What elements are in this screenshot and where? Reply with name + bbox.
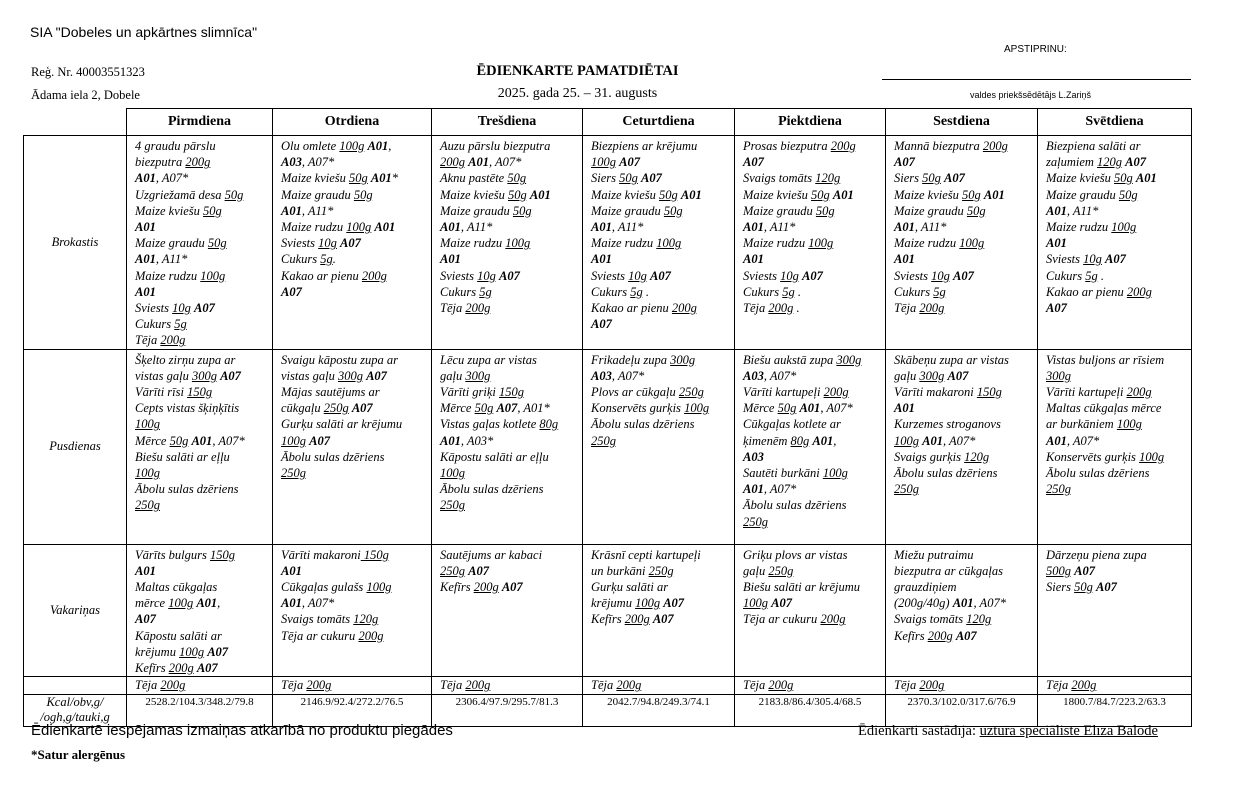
menu-line: Plovs ar cūkgaļu 250g	[591, 385, 704, 400]
day-header: Ceturtdiena	[583, 109, 735, 136]
signature-line	[882, 79, 1191, 80]
menu-line: Lēcu zupa ar vistas	[440, 352, 537, 367]
kcal-value: 2528.2/104.3/348.2/79.8	[127, 695, 273, 727]
compiled-name: uztura speciāliste Elīza Balode	[979, 723, 1158, 739]
menu-line: A01	[591, 252, 612, 267]
menu-line: Svaigs tomāts 120g	[894, 612, 992, 627]
menu-line: Kefīrs 200g A07	[135, 661, 218, 676]
menu-line: Svaigs gurķis 120g	[894, 449, 990, 464]
menu-line: Tēja 200g	[894, 678, 945, 693]
menu-line: A01, A07*	[135, 171, 189, 186]
menu-line: A07	[591, 317, 612, 332]
meal-label: Brokastis	[24, 136, 127, 350]
menu-line: Maize kviešu 50g A01	[894, 187, 1005, 202]
menu-line: Tēja 200g	[440, 301, 491, 316]
menu-line: A01, A11*	[894, 220, 947, 235]
menu-line: Maize graudu 50g	[281, 187, 373, 202]
menu-line: Vārīti rīsi 150g	[135, 385, 213, 400]
menu-line: Maize graudu 50g	[591, 203, 683, 218]
menu-cell	[127, 349, 273, 544]
menu-line: Vārīts bulgurs 150g	[135, 547, 236, 562]
meal-row-dinner	[24, 544, 1192, 677]
menu-line: mērce 100g A01,	[135, 596, 221, 611]
menu-line: A01, A03*	[440, 433, 494, 448]
menu-line: ķimenēm 80g A01,	[743, 433, 837, 448]
menu-line: Kāpostu salāti ar eļļu	[440, 449, 549, 464]
menu-cell	[273, 136, 432, 350]
menu-cell	[886, 136, 1038, 350]
menu-line: A01, A11*	[135, 252, 188, 267]
menu-line: Konservēts gurķis 100g	[591, 401, 710, 416]
menu-cell	[432, 136, 583, 350]
menu-line: Tēja 200g	[440, 678, 491, 693]
menu-line: A01, A07*	[281, 596, 335, 611]
menu-line: 250g	[591, 433, 616, 448]
menu-line: A07	[1046, 301, 1067, 316]
menu-line: A07	[135, 612, 156, 627]
menu-cell	[1038, 544, 1192, 677]
menu-line: Sviests 10g A07	[743, 268, 823, 283]
day-header: Piektdiena	[735, 109, 886, 136]
menu-line: Sviests 10g A07	[591, 268, 671, 283]
menu-line: A01	[135, 284, 156, 299]
menu-line: Maize rudzu 100g	[591, 236, 682, 251]
kcal-value: 1800.7/84.7/223.2/63.3	[1038, 695, 1192, 727]
menu-cell	[583, 544, 735, 677]
menu-line: Maize kviešu 50g A01	[591, 187, 702, 202]
menu-line: Ābolu sulas dzēriens	[894, 466, 998, 481]
menu-line: Miežu putraimu	[894, 547, 974, 562]
menu-line: Mannā biezputra 200g	[894, 139, 1008, 153]
menu-line: Maize kviešu 50g A01*	[281, 171, 398, 186]
menu-line: (200g/40g) A01, A07*	[894, 596, 1006, 611]
menu-line: Sviests 10g A07	[1046, 252, 1126, 267]
menu-line: Kāpostu salāti ar	[135, 628, 222, 643]
menu-cell	[1038, 349, 1192, 544]
corner-cell	[24, 109, 127, 136]
menu-line: Svaigs tomāts 120g	[281, 612, 379, 627]
menu-line: Auzu pārslu biezputra	[440, 139, 551, 153]
menu-line: A01, A07*	[1046, 433, 1100, 448]
menu-line: Ābolu sulas dzēriens	[440, 482, 544, 497]
menu-line: 250g	[743, 514, 768, 529]
menu-line: Biešu salāti ar krējumu	[743, 580, 861, 595]
menu-line: Vistas gaļas kotlete 80g	[440, 417, 559, 432]
menu-line: Vistas buljons ar rīsiem	[1046, 352, 1165, 367]
tea-cell	[886, 677, 1038, 695]
menu-line: A03, A07*	[743, 368, 797, 383]
meal-row-breakfast	[24, 136, 1192, 350]
menu-line: Gurķu salāti ar	[591, 580, 669, 595]
menu-line: Maize kviešu 50g A01	[440, 187, 551, 202]
menu-line: 200g A01, A07*	[440, 155, 522, 170]
menu-line: Tēja ar cukuru 200g	[281, 628, 384, 643]
menu-line: Cukurs 5g	[894, 284, 946, 299]
menu-line: A03, A07*	[281, 155, 335, 170]
compiled-by	[858, 723, 1158, 740]
menu-cell	[583, 349, 735, 544]
day-header: Sestdiena	[886, 109, 1038, 136]
menu-line: Ābolu sulas dzēriens	[1046, 466, 1150, 481]
menu-cell	[432, 544, 583, 677]
menu-line: zaļumiem 120g A07	[1046, 155, 1147, 170]
menu-line: A01, A11*	[281, 203, 334, 218]
menu-line: Tēja 200g	[894, 301, 945, 316]
menu-line: Dārzeņu piena zupa	[1046, 547, 1147, 562]
kcal-value: 2042.7/94.8/249.3/74.1	[583, 695, 735, 727]
menu-line: Maize kviešu 50g A01	[1046, 171, 1157, 186]
menu-line: Aknu pastēte 50g	[440, 171, 527, 186]
menu-line: Vārīti makaroni 150g	[281, 547, 389, 562]
menu-line: Maize rudzu 100g A01	[281, 220, 396, 235]
menu-line: krējumu 100g A07	[591, 596, 685, 611]
menu-line: A03	[743, 449, 764, 464]
menu-line: Kefīrs 200g A07	[591, 612, 674, 627]
day-header: Otrdiena	[273, 109, 432, 136]
menu-line: Mājas sautējums ar	[281, 385, 380, 400]
menu-line: Mērce 50g A07, A01*	[440, 401, 550, 416]
menu-line: Maize rudzu 100g	[135, 268, 226, 283]
menu-line: gaļu 300g A07	[894, 368, 969, 383]
meal-label: Vakariņas	[24, 544, 127, 677]
menu-line: A01	[281, 563, 302, 578]
menu-line: Cūkgaļas gulašs 100g	[281, 580, 392, 595]
menu-cell	[1038, 136, 1192, 350]
menu-line: Tēja 200g	[281, 678, 332, 693]
menu-line: Konservēts gurķis 100g	[1046, 449, 1165, 464]
menu-line: Maltas cūkgaļas mērce	[1046, 401, 1162, 416]
menu-line: Tēja 200g	[1046, 678, 1097, 693]
menu-line: A01	[743, 252, 764, 267]
menu-line: 250g	[894, 482, 919, 497]
menu-line: Kakao ar pienu 200g	[591, 301, 697, 316]
menu-line: Siers 50g A07	[591, 171, 662, 186]
day-header: Trešdiena	[432, 109, 583, 136]
menu-line: A07	[894, 155, 915, 170]
menu-line: Maize graudu 50g	[440, 203, 532, 218]
tea-cell	[127, 677, 273, 695]
menu-cell	[886, 349, 1038, 544]
menu-line: A01, A11*	[1046, 203, 1099, 218]
menu-line: Uzgriežamā desa 50g	[135, 187, 244, 202]
menu-cell	[886, 544, 1038, 677]
menu-line: Prosas biezputra 200g	[743, 139, 856, 153]
menu-cell	[127, 136, 273, 350]
menu-line: 100g A07	[281, 433, 330, 448]
menu-line: vistas gaļu 300g A07	[281, 368, 387, 383]
menu-line: Sviests 10g A07	[281, 236, 361, 251]
menu-cell	[735, 544, 886, 677]
menu-line: Kurzemes stroganovs	[894, 417, 1001, 432]
tea-cell	[583, 677, 735, 695]
menu-line: Vārīti makaroni 150g	[894, 385, 1002, 400]
menu-line: A03, A07*	[591, 368, 645, 383]
menu-line: Tēja 200g	[743, 678, 794, 693]
menu-line: A01, A11*	[743, 220, 796, 235]
menu-cell	[583, 136, 735, 350]
menu-line: un burkāni 250g	[591, 563, 674, 578]
menu-line: Kakao ar pienu 200g	[281, 268, 387, 283]
menu-line: Svaigs tomāts 120g	[743, 171, 841, 186]
menu-line: A01, A07*	[743, 482, 797, 497]
menu-table	[23, 108, 1192, 727]
menu-line: Maize graudu 50g	[894, 203, 986, 218]
menu-line: Tēja 200g	[135, 678, 186, 693]
menu-line: gaļu 250g	[743, 563, 794, 578]
menu-line: Maize rudzu 100g	[440, 236, 531, 251]
date-range: 2025. gada 25. – 31. augusts	[497, 86, 658, 101]
menu-line: Maize rudzu 100g	[1046, 220, 1137, 235]
menu-line: Biešu aukstā zupa 300g	[743, 352, 862, 367]
day-header: Pirmdiena	[127, 109, 273, 136]
compiled-label: Ēdienkarti sastādīja:	[858, 723, 980, 739]
menu-line: Kefīrs 200g A07	[440, 580, 523, 595]
menu-line: Maize rudzu 100g	[743, 236, 834, 251]
menu-line: Griķu plovs ar vistas	[743, 547, 848, 562]
menu-line: grauzdiņiem	[894, 580, 957, 595]
menu-line: 500g A07	[1046, 563, 1095, 578]
change-notice: Ēdienkartē iespējamas izmaiņas atkarībā no produktu piegādes	[31, 722, 453, 739]
menu-line: Šķelto zirņu zupa ar	[135, 352, 236, 367]
menu-line: Cukurs 5g .	[591, 284, 649, 299]
menu-line: A01	[894, 252, 915, 267]
menu-line: 300g	[1046, 368, 1071, 383]
menu-line: Kefīrs 200g A07	[894, 628, 977, 643]
menu-line: Biezpiens ar krējumu	[591, 139, 698, 153]
menu-line: cūkgaļu 250g A07	[281, 401, 373, 416]
menu-cell	[127, 544, 273, 677]
meal-label: Pusdienas	[24, 349, 127, 544]
kcal-value: 2370.3/102.0/317.6/76.9	[886, 695, 1038, 727]
menu-line: Sviests 10g A07	[440, 268, 520, 283]
menu-line: Tēja 200g	[135, 333, 186, 348]
menu-line: Ābolu sulas dzēriens	[281, 449, 385, 464]
menu-cell	[273, 544, 432, 677]
menu-line: 250g A07	[440, 563, 489, 578]
meal-row-lunch	[24, 349, 1192, 544]
menu-line: Tēja 200g .	[743, 301, 800, 316]
menu-line: Siers 50g A07	[894, 171, 965, 186]
menu-line: ar burkāniem 100g	[1046, 417, 1142, 432]
menu-line: A01	[440, 252, 461, 267]
menu-line: Ābolu sulas dzēriens	[591, 417, 695, 432]
menu-line: vistas gaļu 300g A07	[135, 368, 241, 383]
approval-label: APSTIPRINU:	[1004, 44, 1067, 55]
tea-cell	[735, 677, 886, 695]
address: Ādama iela 2, Dobele	[31, 88, 140, 102]
menu-line: A07	[281, 284, 302, 299]
menu-line: A01, A11*	[591, 220, 644, 235]
tea-label-cell	[24, 677, 127, 695]
menu-line: Mērce 50g A01, A07*	[743, 401, 853, 416]
tea-row	[24, 677, 1192, 695]
kcal-value: 2146.9/92.4/272.2/76.5	[273, 695, 432, 727]
menu-line: Kakao ar pienu 200g	[1046, 284, 1152, 299]
menu-line: 100g A01, A07*	[894, 433, 976, 448]
tea-cell	[273, 677, 432, 695]
menu-line: Svaigu kāpostu zupa ar	[281, 352, 399, 367]
menu-line: Maltas cūkgaļas	[135, 580, 218, 595]
menu-line: 100g	[440, 466, 465, 481]
kcal-label-line: /ogh,g/tauki,g	[40, 710, 110, 725]
menu-line: Maize graudu 50g	[135, 236, 227, 251]
menu-line: 100g	[135, 417, 160, 432]
menu-line: Cūkgaļas kotlete ar	[743, 417, 841, 432]
menu-line: Krāsnī cepti kartupeļi	[591, 547, 701, 562]
menu-line: krējumu 100g A07	[135, 644, 229, 659]
menu-line: A01	[135, 220, 156, 235]
day-header-row	[24, 109, 1192, 136]
menu-line: Tēja 200g	[591, 678, 642, 693]
menu-line: Cepts vistas šķiņķītis	[135, 401, 240, 416]
menu-cell	[735, 349, 886, 544]
menu-line: Sautējums ar kabaci	[440, 547, 543, 562]
menu-line: Cukurs 5g	[440, 284, 492, 299]
menu-line: gaļu 300g	[440, 368, 491, 383]
page-title: ĒDIENKARTE PAMATDIĒTAI	[476, 63, 679, 79]
menu-line: Tēja ar cukuru 200g	[743, 612, 846, 627]
menu-line: Sautēti burkāni 100g	[743, 466, 848, 481]
menu-line: Maize graudu 50g	[1046, 187, 1138, 202]
menu-line: Mērce 50g A01, A07*	[135, 433, 245, 448]
menu-line: 250g	[440, 498, 465, 513]
allergen-note: *Satur alergēnus	[31, 747, 126, 762]
menu-line: Ābolu sulas dzēriens	[743, 498, 847, 513]
menu-line: Frikadeļu zupa 300g	[591, 352, 696, 367]
menu-line: Cukurs 5g	[135, 317, 187, 332]
menu-line: Cukurs 5g .	[743, 284, 801, 299]
menu-cell	[273, 349, 432, 544]
approver-name: valdes priekšsēdētājs L.Zariņš	[970, 90, 1092, 100]
menu-line: A07	[743, 155, 764, 170]
menu-line: Cukurs 5g .	[1046, 268, 1104, 283]
menu-line: Maize kviešu 50g	[135, 203, 222, 218]
menu-line: A01	[135, 563, 156, 578]
menu-line: 250g	[281, 466, 306, 481]
organization-name: SIA "Dobeles un apkārtnes slimnīca"	[30, 24, 258, 40]
menu-line: 250g	[1046, 482, 1071, 497]
menu-line: 100g	[135, 466, 160, 481]
menu-line: 250g	[135, 498, 160, 513]
menu-line: Cukurs 5g.	[281, 252, 336, 267]
menu-cell	[735, 136, 886, 350]
menu-line: Sviests 10g A07	[894, 268, 974, 283]
menu-line: Vārīti kartupeļi 200g	[743, 385, 849, 400]
kcal-label-line: Kcal/obv,g/	[46, 695, 104, 710]
menu-line: Skābeņu zupa ar vistas	[894, 352, 1009, 367]
menu-line: A01, A11*	[440, 220, 493, 235]
menu-line: Siers 50g A07	[1046, 580, 1117, 595]
menu-line: Vārīti griķi 150g	[440, 385, 525, 400]
menu-line: Maize rudzu 100g	[894, 236, 985, 251]
menu-line: A01	[894, 401, 915, 416]
menu-line: 100g A07	[743, 596, 792, 611]
menu-cell	[432, 349, 583, 544]
kcal-value: 2306.4/97.9/295.7/81.3	[432, 695, 583, 727]
menu-line: 100g A07	[591, 155, 640, 170]
menu-line: Olu omlete 100g A01,	[281, 139, 392, 153]
menu-line: Ābolu sulas dzēriens	[135, 482, 239, 497]
menu-line: 4 graudu pārslu	[135, 139, 216, 153]
menu-line: Maize kviešu 50g A01	[743, 187, 854, 202]
tea-cell	[1038, 677, 1192, 695]
menu-line: Sviests 10g A07	[135, 301, 215, 316]
menu-line: Biezpiena salāti ar	[1046, 139, 1141, 153]
menu-line: Vārīti kartupeļi 200g	[1046, 385, 1152, 400]
menu-line: A01	[1046, 236, 1067, 251]
menu-line: Biešu salāti ar eļļu	[135, 449, 230, 464]
menu-line: biezputra 200g	[135, 155, 211, 170]
tea-cell	[432, 677, 583, 695]
registration-number: Reģ. Nr. 40003551323	[31, 65, 145, 79]
menu-line: Maize graudu 50g	[743, 203, 835, 218]
menu-line: Gurķu salāti ar krējumu	[281, 417, 403, 432]
kcal-value: 2183.8/86.4/305.4/68.5	[735, 695, 886, 727]
day-header: Svētdiena	[1038, 109, 1192, 136]
menu-line: biezputra ar cūkgaļas	[894, 563, 1004, 578]
